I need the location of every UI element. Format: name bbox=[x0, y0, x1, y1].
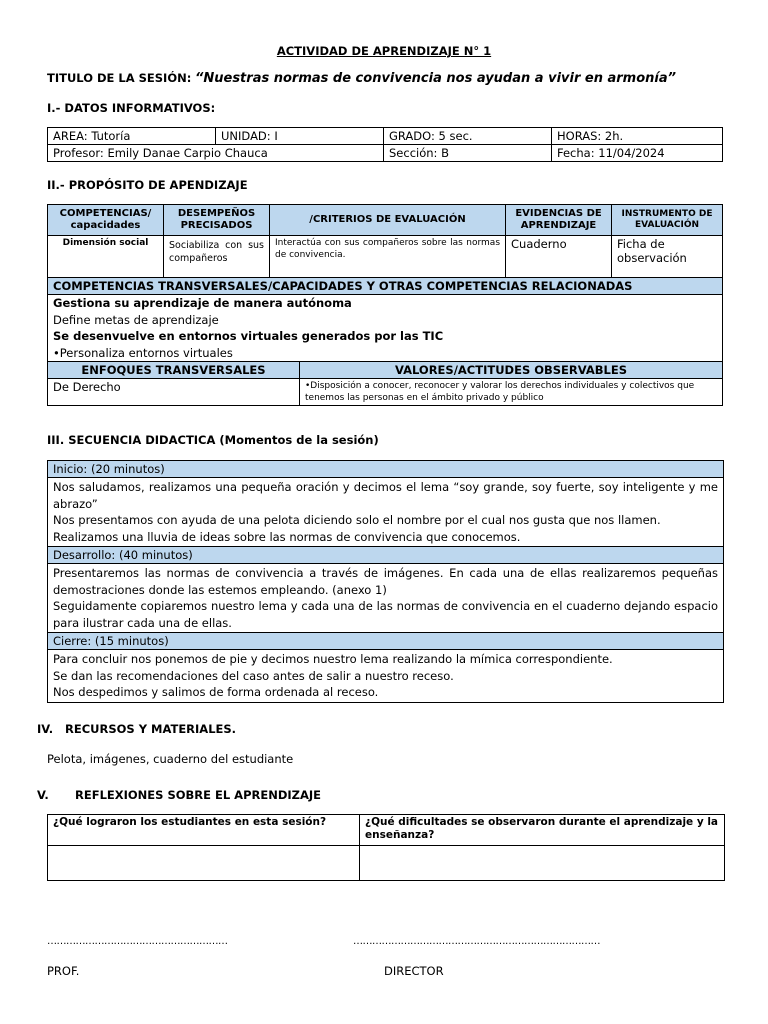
reflexion-question-2: ¿Qué dificultades se observaron durante el aprendizaje y la enseñanza? bbox=[360, 815, 725, 846]
enfoques-header: ENFOQUES TRANSVERSALES bbox=[48, 362, 300, 379]
fecha-cell: Fecha: 11/04/2024 bbox=[552, 145, 723, 162]
section-4-number: IV. bbox=[37, 722, 54, 736]
desarrollo-content bbox=[48, 564, 724, 633]
section-1-heading: I.- DATOS INFORMATIVOS: bbox=[47, 101, 216, 115]
desarrollo-label: Desarrollo: (40 minutos) bbox=[48, 547, 724, 564]
transversal-2-item: •Personaliza entornos virtuales bbox=[53, 345, 233, 360]
transversales-content bbox=[48, 295, 723, 362]
unidad-cell: UNIDAD: I bbox=[216, 128, 384, 145]
horas-cell: HORAS: 2h. bbox=[552, 128, 723, 145]
instrumento-cell: Ficha de observación bbox=[612, 236, 723, 278]
recursos-content: Pelota, imágenes, cuaderno del estudiante bbox=[47, 752, 294, 766]
valor-cell: •Disposición a conocer, reconocer y valorar los derechos individuales y colectivos que tenemos las personas en el ámbito privado y público bbox=[300, 379, 723, 406]
grado-cell: GRADO: 5 sec. bbox=[384, 128, 552, 145]
transversal-1-title: Gestiona su aprendizaje de manera autónoma bbox=[53, 296, 352, 310]
session-title-value: “Nuestras normas de convivencia nos ayudan a vivir en armonía” bbox=[195, 71, 676, 86]
seccion-cell: Sección: B bbox=[384, 145, 552, 162]
prof-label: PROF. bbox=[47, 964, 80, 978]
cierre-content bbox=[48, 650, 724, 703]
desempeno-cell: Sociabiliza con sus compañeros bbox=[164, 236, 270, 278]
cierre-label: Cierre: (15 minutos) bbox=[48, 633, 724, 650]
reflexion-answer-2[interactable] bbox=[360, 846, 725, 881]
secuencia-table bbox=[47, 460, 724, 703]
transversal-1-item: Define metas de aprendizaje bbox=[53, 312, 219, 327]
inicio-paragraph: Nos saludamos, realizamos una pequeña oración y decimos el lema “soy grande, soy fuerte, soy inteligente y me abrazo” bbox=[53, 480, 718, 511]
profesor-cell: Profesor: Emily Danae Carpio Chauca bbox=[48, 145, 384, 162]
criterio-cell: Interactúa con sus compañeros sobre las normas de convivencia. bbox=[270, 236, 506, 278]
session-title bbox=[47, 71, 747, 86]
transversal-2-title: Se desenvuelve en entornos virtuales generados por las TIC bbox=[53, 329, 444, 343]
session-title-label: TITULO DE LA SESIÓN: bbox=[47, 71, 192, 85]
desarrollo-paragraph: Presentaremos las normas de convivencia a través de imágenes. En cada una de ellas realizaremos pequeñas demostraciones donde las estemos empleando. (anexo 1) bbox=[53, 566, 718, 597]
inicio-label: Inicio: (20 minutos) bbox=[48, 461, 724, 478]
header-desempenos: DESEMPEÑOS PRECISADOS bbox=[164, 205, 270, 236]
prof-signature-line: ………………………………………………… bbox=[47, 936, 228, 947]
director-signature-line: …………………………………………………………………… bbox=[353, 936, 600, 947]
section-5-heading: REFLEXIONES SOBRE EL APRENDIZAJE bbox=[75, 788, 322, 802]
datos-informativos-table bbox=[47, 127, 723, 162]
cierre-paragraph: Se dan las recomendaciones del caso antes de salir a nuestro receso. bbox=[53, 668, 454, 683]
reflexion-answer-1[interactable] bbox=[48, 846, 360, 881]
header-instrumento: INSTRUMENTO DE EVALUACIÓN bbox=[612, 205, 723, 236]
section-3-heading: III. SECUENCIA DIDACTICA (Momentos de la sesión) bbox=[47, 433, 379, 447]
cierre-paragraph: Nos despedimos y salimos de forma ordenada al receso. bbox=[53, 685, 379, 699]
area-cell: AREA: Tutoría bbox=[48, 128, 216, 145]
valores-header: VALORES/ACTITUDES OBSERVABLES bbox=[300, 362, 723, 379]
section-2-heading: II.- PROPÓSITO DE APENDIZAJE bbox=[47, 178, 248, 192]
section-4-heading: RECURSOS Y MATERIALES. bbox=[65, 722, 237, 736]
competencia-cell: Dimensión social bbox=[48, 236, 164, 278]
inicio-paragraph: Realizamos una lluvia de ideas sobre las normas de convivencia que conocemos. bbox=[53, 529, 521, 544]
cierre-paragraph: Para concluir nos ponemos de pie y decimos nuestro lema realizando la mímica correspondiente. bbox=[53, 652, 613, 666]
reflexiones-table bbox=[47, 814, 725, 881]
inicio-content bbox=[48, 478, 724, 547]
evidencia-cell: Cuaderno bbox=[506, 236, 612, 278]
section-5-number: V. bbox=[37, 788, 49, 802]
director-label: DIRECTOR bbox=[384, 964, 444, 978]
header-evidencias: EVIDENCIAS DE APRENDIZAJE bbox=[506, 205, 612, 236]
reflexion-question-1: ¿Qué lograron los estudiantes en esta sesión? bbox=[48, 815, 360, 846]
transversales-header: COMPETENCIAS TRANSVERSALES/CAPACIDADES Y OTRAS COMPETENCIAS RELACIONADAS bbox=[48, 278, 723, 295]
proposito-table bbox=[47, 204, 723, 406]
desarrollo-paragraph: Seguidamente copiaremos nuestro lema y cada una de las normas de convivencia en el cuaderno dejando espacio para ilustrar cada una de ellas. bbox=[53, 599, 718, 630]
inicio-paragraph: Nos presentamos con ayuda de una pelota diciendo solo el nombre por el cual nos gusta que nos llamen. bbox=[53, 513, 661, 527]
header-competencias: COMPETENCIAS/ capacidades bbox=[48, 205, 164, 236]
document-title: ACTIVIDAD DE APRENDIZAJE N° 1 bbox=[276, 44, 492, 58]
header-criterios: /CRITERIOS DE EVALUACIÓN bbox=[270, 205, 506, 236]
enfoque-cell: De Derecho bbox=[48, 379, 300, 406]
